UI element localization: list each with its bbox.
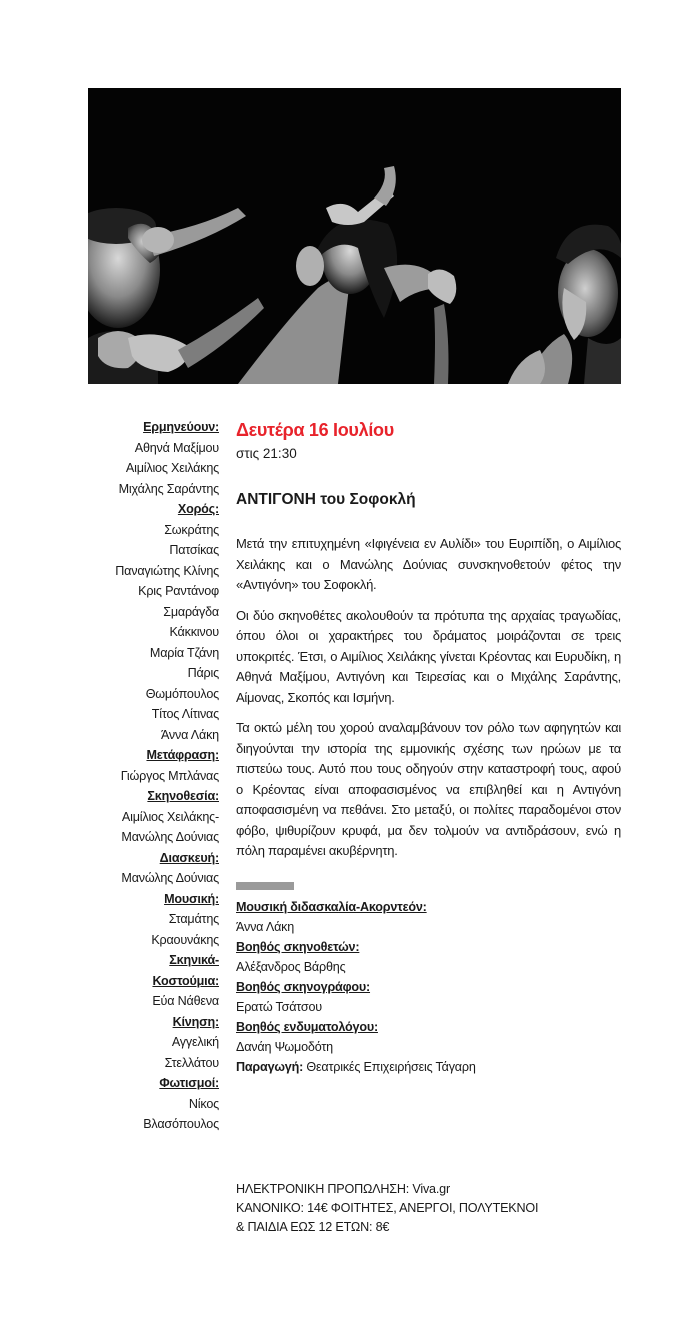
ticket-presale: ΗΛΕΚΤΡΟΝΙΚΗ ΠΡΟΠΩΛΗΣΗ: Viva.gr [236, 1182, 450, 1196]
crew-name: Αλέξανδρος Βάρθης [236, 959, 346, 974]
cast-photo-illustration [88, 88, 621, 384]
crew-role: Μουσική διδασκαλία-Ακορντεόν: [236, 899, 427, 914]
credit-name: Μαρία Τζάνη [149, 645, 219, 660]
credit-name: Άννα Λάκη [160, 727, 219, 742]
credit-role: Κοστούμια: [152, 973, 219, 988]
credit-name: Μιχάλης Σαράντης [118, 481, 219, 496]
credit-name: Αιμίλιος Χειλάκης- [121, 809, 219, 824]
event-date: Δευτέρα 16 Ιουλίου [236, 420, 394, 440]
credit-name: Θωμόπουλος [145, 686, 219, 701]
credit-name: Μανώλης Δούνιας [121, 830, 219, 844]
credit-name: Γιώργος Μπλάνας [120, 768, 219, 783]
credit-role: Μετάφραση: [146, 748, 219, 762]
crew-name: Δανάη Ψωμοδότη [236, 1039, 333, 1054]
credit-name: Μανώλης Δούνιας [121, 871, 219, 885]
credit-name: Κρις Ραντάνοφ [138, 584, 219, 598]
credit-name: Σταμάτης [168, 912, 219, 926]
credit-name: Εύα Νάθενα [152, 994, 219, 1008]
credit-name: Κάκκινου [169, 625, 219, 639]
ticket-info [236, 1180, 621, 1237]
event-time: στις 21:30 [236, 446, 297, 461]
credit-name: Κραουνάκης [151, 932, 219, 947]
credit-name: Σωκράτης [164, 522, 219, 537]
credit-role: Ερμηνεύουν: [143, 420, 219, 434]
description-paragraph: Τα οκτώ μέλη του χορού αναλαμβάνουν τον ρόλο των αφηγητών και διηγούνται την ιστορία της εμμονικής σχέσης των ηρώων με τα πιστεύω τους. Αυτό που τους οδηγούν στην καταστροφή τους, αφού ο Κρέοντας είναι αποφασισμένος να επιβληθεί και η Αντιγόνη αποφασισμένη να πεθάνει. Στο μεταξύ, οι πολίτες παραδομένοι στον φόβο, ψιθυρίζουν κρυφά, μα δεν τολμούν να αντιδράσουν, ενώ η πόλη παραμένει ακυβέρνητη. [236, 720, 621, 858]
credit-name: Αθηνά Μαξίμου [134, 440, 219, 455]
credit-name: Νίκος [188, 1096, 219, 1111]
section-divider [236, 882, 294, 890]
credit-role: Μουσική: [164, 891, 219, 906]
credit-name: Βλασόπουλος [143, 1117, 219, 1131]
crew-role: Βοηθός σκηνοθετών: [236, 939, 360, 954]
event-details [236, 417, 621, 1077]
description-paragraph: Μετά την επιτυχημένη «Ιφιγένεια εν Αυλίδι» του Ευριπίδη, ο Αιμίλιος Χειλάκης και ο Μανώλης Δούνιας συνσκηνοθετούν φέτος την «Αντιγόνη» του Σοφοκλή. [236, 536, 621, 592]
credit-role: Σκηνοθεσία: [147, 789, 219, 803]
crew-name: Ερατώ Τσάτσου [236, 999, 322, 1014]
event-title: ΑΝΤΙΓΟΝΗ του Σοφοκλή [236, 491, 416, 508]
credit-name: Αγγελική [171, 1035, 219, 1049]
credit-name: Σμαράγδα [163, 604, 219, 619]
credit-name: Στελλάτου [164, 1055, 219, 1070]
credit-name: Παναγιώτης Κλίνης [115, 563, 219, 578]
ticket-prices-cont: & ΠΑΙΔΙΑ ΕΩΣ 12 ΕΤΩΝ: 8€ [236, 1220, 390, 1234]
crew-role: Παραγωγή: [236, 1059, 304, 1074]
crew-role: Βοηθός σκηνογράφου: [236, 979, 371, 994]
credit-role: Χορός: [177, 502, 219, 516]
crew-name: Άννα Λάκη [236, 919, 295, 934]
credit-name: Τίτος Λίτινας [151, 707, 219, 721]
credit-role: Διασκευή: [159, 850, 219, 865]
crew-role: Βοηθός ενδυματολόγου: [236, 1019, 378, 1034]
credit-role: Κίνηση: [172, 1014, 219, 1029]
credit-name: Πατσίκας [169, 543, 219, 557]
credit-name: Αιμίλιος Χειλάκης [125, 461, 219, 475]
credits-list [72, 417, 219, 1135]
crew-list [236, 897, 621, 1077]
crew-name: Θεατρικές Επιχειρήσεις Τάγαρη [303, 1059, 476, 1074]
ticket-prices: ΚΑΝΟΝΙΚΟ: 14€ ΦΟΙΤΗΤΕΣ, ΑΝΕΡΓΟΙ, ΠΟΛΥΤΕΚΝΟΙ [236, 1201, 539, 1215]
credit-role: Σκηνικά- [169, 953, 219, 967]
description-paragraph: Οι δύο σκηνοθέτες ακολουθούν τα πρότυπα της αρχαίας τραγωδίας, όπου όλοι οι χαρακτήρες του δράματος μοιράζονται σε τρεις υποκριτές. Έτσι, ο Αιμίλιος Χειλάκης γίνεται Κρέοντας και Ευρυδίκη, η Αθηνά Μαξίμου, Αντιγόνη και Τειρεσίας και ο Μιχάλης Σαράντης, Αίμονας, Σκοπός και Ισμήνη. [236, 607, 621, 705]
cast-photo [88, 88, 621, 384]
credit-role: Φωτισμοί: [159, 1076, 219, 1090]
production-line [236, 1057, 621, 1077]
credit-name: Πάρις [187, 666, 219, 680]
